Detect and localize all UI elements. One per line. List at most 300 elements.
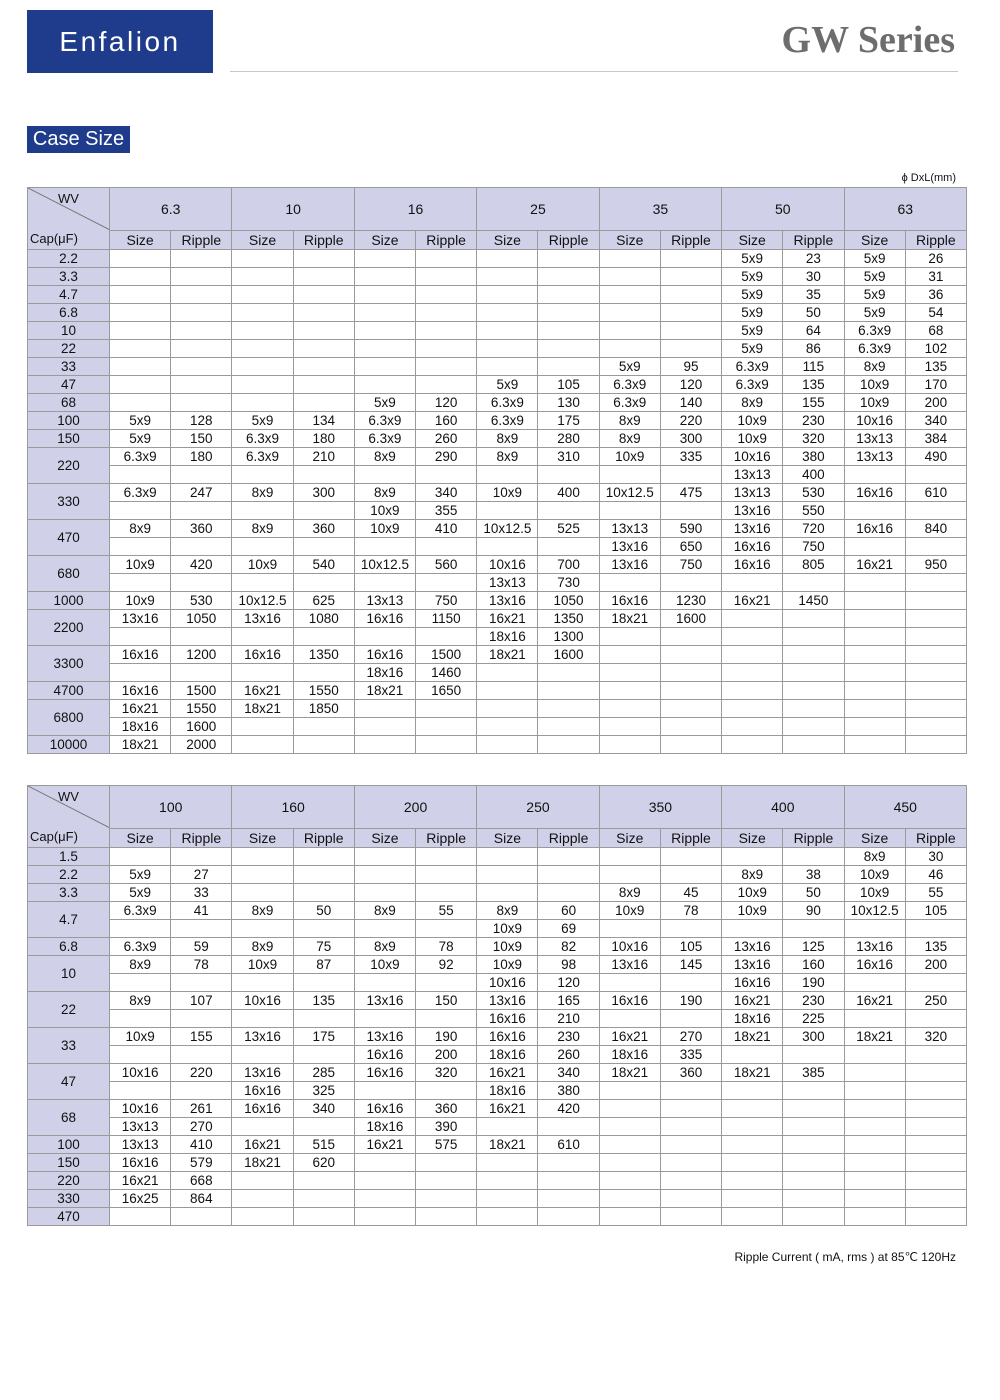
size-cell <box>232 1190 293 1208</box>
ripple-cell: 1600 <box>660 610 721 628</box>
size-cell <box>110 1082 171 1100</box>
size-cell: 13x16 <box>232 1028 293 1046</box>
ripple-cell: 128 <box>171 412 232 430</box>
size-cell: 10x16 <box>844 412 905 430</box>
ripple-cell <box>660 718 721 736</box>
table-row <box>28 956 967 974</box>
ripple-cell: 230 <box>783 992 844 1010</box>
size-cell: 5x9 <box>477 376 538 394</box>
ripple-cell <box>905 610 966 628</box>
size-cell: 13x16 <box>477 592 538 610</box>
size-cell <box>844 646 905 664</box>
table-row <box>28 974 967 992</box>
ripple-cell <box>538 502 599 520</box>
size-cell <box>844 466 905 484</box>
ripple-cell: 27 <box>171 866 232 884</box>
section-label: Case Size <box>27 126 130 153</box>
size-cell <box>477 664 538 682</box>
size-cell <box>599 1100 660 1118</box>
size-cell <box>599 466 660 484</box>
size-cell: 16x16 <box>354 1064 415 1082</box>
table-row <box>28 628 967 646</box>
size-cell: 16x21 <box>110 1172 171 1190</box>
ripple-cell <box>171 250 232 268</box>
size-cell: 13x16 <box>844 938 905 956</box>
ripple-cell <box>783 1136 844 1154</box>
size-cell: 16x21 <box>232 1136 293 1154</box>
ripple-cell: 320 <box>783 430 844 448</box>
ripple-cell: 300 <box>660 430 721 448</box>
size-cell <box>844 502 905 520</box>
ripple-cell <box>416 1082 477 1100</box>
ripple-cell <box>660 1190 721 1208</box>
size-header: Size <box>722 231 783 250</box>
ripple-cell: 105 <box>905 902 966 920</box>
capacitance-cell: 100 <box>28 412 110 430</box>
ripple-cell <box>416 736 477 754</box>
table-row <box>28 884 967 902</box>
size-cell: 13x16 <box>477 992 538 1010</box>
table-row <box>28 1190 967 1208</box>
ripple-cell: 190 <box>660 992 721 1010</box>
header-corner <box>28 786 110 848</box>
ripple-cell <box>905 920 966 938</box>
table-row <box>28 556 967 574</box>
ripple-cell <box>538 1208 599 1226</box>
ripple-cell <box>293 340 354 358</box>
ripple-cell: 78 <box>660 902 721 920</box>
table-row <box>28 736 967 754</box>
ripple-cell: 120 <box>416 394 477 412</box>
ripple-cell: 290 <box>416 448 477 466</box>
size-header: Size <box>232 231 293 250</box>
ripple-cell <box>660 574 721 592</box>
size-cell: 5x9 <box>599 358 660 376</box>
size-cell: 13x16 <box>354 1028 415 1046</box>
size-cell: 16x21 <box>722 592 783 610</box>
size-cell <box>844 592 905 610</box>
ripple-cell: 55 <box>905 884 966 902</box>
ripple-header: Ripple <box>905 231 966 250</box>
ripple-cell <box>905 1064 966 1082</box>
table-row <box>28 1046 967 1064</box>
size-cell <box>844 1064 905 1082</box>
size-cell: 5x9 <box>232 412 293 430</box>
size-cell: 10x12.5 <box>844 902 905 920</box>
size-cell <box>477 286 538 304</box>
size-cell <box>232 358 293 376</box>
size-cell: 13x16 <box>599 538 660 556</box>
size-cell <box>599 1082 660 1100</box>
ripple-cell: 69 <box>538 920 599 938</box>
size-cell <box>232 920 293 938</box>
table-row <box>28 322 967 340</box>
size-cell: 18x21 <box>599 610 660 628</box>
size-cell <box>232 1046 293 1064</box>
ripple-header: Ripple <box>660 829 721 848</box>
size-cell <box>722 736 783 754</box>
ripple-cell <box>660 646 721 664</box>
ripple-cell: 1450 <box>783 592 844 610</box>
capacitance-cell: 3300 <box>28 646 110 682</box>
size-cell <box>354 250 415 268</box>
ripple-cell: 610 <box>905 484 966 502</box>
ripple-cell: 54 <box>905 304 966 322</box>
ripple-cell: 270 <box>171 1118 232 1136</box>
ripple-cell: 134 <box>293 412 354 430</box>
ripple-cell: 400 <box>538 484 599 502</box>
size-cell <box>599 920 660 938</box>
size-cell: 16x21 <box>354 1136 415 1154</box>
size-cell <box>844 1136 905 1154</box>
voltage-header: 450 <box>844 786 966 829</box>
voltage-header: 10 <box>232 188 354 231</box>
ripple-cell: 280 <box>538 430 599 448</box>
ripple-header: Ripple <box>905 829 966 848</box>
size-cell: 13x13 <box>844 448 905 466</box>
ripple-cell <box>660 920 721 938</box>
size-cell <box>599 1154 660 1172</box>
ripple-cell: 130 <box>538 394 599 412</box>
ripple-cell <box>171 466 232 484</box>
size-cell <box>232 664 293 682</box>
size-cell <box>354 268 415 286</box>
size-cell <box>110 394 171 412</box>
ripple-cell: 410 <box>416 520 477 538</box>
size-header: Size <box>477 231 538 250</box>
case-size-table-low-voltage <box>27 187 967 754</box>
ripple-cell <box>660 502 721 520</box>
size-cell <box>110 920 171 938</box>
size-cell: 5x9 <box>110 866 171 884</box>
ripple-cell: 300 <box>293 484 354 502</box>
ripple-cell: 1230 <box>660 592 721 610</box>
size-cell: 10x16 <box>599 938 660 956</box>
size-cell: 5x9 <box>722 286 783 304</box>
size-cell <box>232 866 293 884</box>
size-cell: 16x21 <box>599 1028 660 1046</box>
size-cell: 10x9 <box>599 448 660 466</box>
ripple-cell <box>660 848 721 866</box>
ripple-cell: 420 <box>538 1100 599 1118</box>
ripple-cell <box>171 628 232 646</box>
ripple-cell: 260 <box>538 1046 599 1064</box>
size-cell: 8x9 <box>354 902 415 920</box>
ripple-cell <box>905 628 966 646</box>
ripple-cell: 420 <box>171 556 232 574</box>
company-logo <box>27 10 213 73</box>
size-cell <box>844 1154 905 1172</box>
size-cell <box>722 1136 783 1154</box>
ripple-cell <box>171 848 232 866</box>
ripple-cell: 1850 <box>293 700 354 718</box>
table-row <box>28 938 967 956</box>
ripple-cell <box>538 466 599 484</box>
size-cell <box>599 250 660 268</box>
ripple-cell <box>783 574 844 592</box>
size-cell: 16x16 <box>110 682 171 700</box>
size-cell: 10x9 <box>844 866 905 884</box>
ripple-cell: 50 <box>783 884 844 902</box>
size-cell <box>844 682 905 700</box>
size-cell <box>599 736 660 754</box>
table-row <box>28 304 967 322</box>
ripple-cell: 125 <box>783 938 844 956</box>
ripple-cell: 730 <box>538 574 599 592</box>
ripple-cell: 1650 <box>416 682 477 700</box>
ripple-header: Ripple <box>171 231 232 250</box>
ripple-cell: 68 <box>905 322 966 340</box>
ripple-cell: 515 <box>293 1136 354 1154</box>
wv-label: WV <box>58 789 79 804</box>
size-cell: 6.3x9 <box>232 448 293 466</box>
size-cell: 16x16 <box>110 646 171 664</box>
size-cell <box>599 1010 660 1028</box>
size-header: Size <box>599 829 660 848</box>
ripple-header: Ripple <box>538 829 599 848</box>
ripple-cell: 1350 <box>293 646 354 664</box>
ripple-cell: 750 <box>783 538 844 556</box>
size-cell: 6.3x9 <box>110 448 171 466</box>
size-cell: 8x9 <box>232 520 293 538</box>
size-cell: 10x9 <box>477 956 538 974</box>
ripple-cell: 135 <box>783 376 844 394</box>
ripple-cell <box>783 610 844 628</box>
capacitance-cell: 33 <box>28 358 110 376</box>
size-cell <box>599 1118 660 1136</box>
ripple-cell <box>416 268 477 286</box>
table-row <box>28 1010 967 1028</box>
size-cell <box>477 718 538 736</box>
capacitance-cell: 68 <box>28 394 110 412</box>
size-cell: 10x9 <box>110 592 171 610</box>
size-cell <box>110 466 171 484</box>
ripple-cell: 46 <box>905 866 966 884</box>
voltage-header-row <box>28 786 967 829</box>
capacitance-cell: 47 <box>28 1064 110 1100</box>
ripple-cell <box>538 664 599 682</box>
capacitance-cell: 2.2 <box>28 250 110 268</box>
size-cell <box>477 682 538 700</box>
ripple-current-note: Ripple Current ( mA, rms ) at 85℃ 120Hz <box>734 1250 956 1264</box>
capacitance-cell: 3.3 <box>28 268 110 286</box>
ripple-cell: 700 <box>538 556 599 574</box>
table-row <box>28 920 967 938</box>
ripple-cell <box>660 1154 721 1172</box>
ripple-cell <box>905 1082 966 1100</box>
ripple-cell: 1550 <box>171 700 232 718</box>
size-cell <box>232 322 293 340</box>
subheader-row <box>28 231 967 250</box>
table-row <box>28 1154 967 1172</box>
ripple-cell <box>171 394 232 412</box>
ripple-cell: 1300 <box>538 628 599 646</box>
size-cell: 18x16 <box>599 1046 660 1064</box>
ripple-cell <box>905 1046 966 1064</box>
ripple-cell <box>538 358 599 376</box>
ripple-cell: 1050 <box>171 610 232 628</box>
size-cell: 6.3x9 <box>844 340 905 358</box>
size-cell <box>232 974 293 992</box>
size-cell <box>722 920 783 938</box>
ripple-cell <box>905 1118 966 1136</box>
ripple-cell <box>293 664 354 682</box>
size-cell: 5x9 <box>110 430 171 448</box>
voltage-header: 63 <box>844 188 966 231</box>
table-row <box>28 1082 967 1100</box>
ripple-cell <box>783 1190 844 1208</box>
size-cell <box>354 920 415 938</box>
size-cell <box>844 1046 905 1064</box>
ripple-cell: 610 <box>538 1136 599 1154</box>
size-cell <box>354 884 415 902</box>
ripple-cell <box>660 286 721 304</box>
size-cell <box>477 1190 538 1208</box>
size-cell: 16x16 <box>722 556 783 574</box>
size-cell <box>477 1172 538 1190</box>
table-row <box>28 1100 967 1118</box>
ripple-cell <box>293 884 354 902</box>
ripple-cell <box>538 1172 599 1190</box>
size-cell: 10x16 <box>110 1064 171 1082</box>
size-cell: 10x16 <box>477 974 538 992</box>
size-header: Size <box>354 829 415 848</box>
size-cell <box>844 920 905 938</box>
size-cell: 10x9 <box>110 1028 171 1046</box>
table-row <box>28 664 967 682</box>
ripple-cell <box>660 700 721 718</box>
size-cell <box>844 974 905 992</box>
ripple-cell <box>293 502 354 520</box>
size-cell: 16x16 <box>354 610 415 628</box>
table-row <box>28 502 967 520</box>
size-header: Size <box>844 829 905 848</box>
ripple-cell: 155 <box>171 1028 232 1046</box>
ripple-cell <box>660 268 721 286</box>
cap-label: Cap(μF) <box>30 231 78 246</box>
size-cell <box>354 974 415 992</box>
size-cell: 18x21 <box>110 736 171 754</box>
ripple-cell: 530 <box>171 592 232 610</box>
size-cell: 6.3x9 <box>110 938 171 956</box>
size-cell <box>844 628 905 646</box>
table-row <box>28 1172 967 1190</box>
ripple-cell: 155 <box>783 394 844 412</box>
table-row <box>28 592 967 610</box>
size-cell: 10x9 <box>722 430 783 448</box>
ripple-cell <box>783 664 844 682</box>
table-row <box>28 902 967 920</box>
size-cell <box>354 538 415 556</box>
size-cell <box>722 574 783 592</box>
ripple-header: Ripple <box>416 231 477 250</box>
ripple-cell: 285 <box>293 1064 354 1082</box>
ripple-cell <box>783 718 844 736</box>
size-cell <box>232 1118 293 1136</box>
ripple-cell: 1050 <box>538 592 599 610</box>
size-cell: 13x16 <box>110 610 171 628</box>
ripple-cell: 230 <box>538 1028 599 1046</box>
ripple-cell <box>293 268 354 286</box>
ripple-cell: 650 <box>660 538 721 556</box>
size-cell <box>599 866 660 884</box>
capacitance-cell: 4.7 <box>28 286 110 304</box>
ripple-cell: 50 <box>783 304 844 322</box>
size-cell: 18x21 <box>722 1064 783 1082</box>
size-cell: 10x9 <box>844 884 905 902</box>
size-cell: 10x9 <box>354 520 415 538</box>
ripple-cell <box>783 848 844 866</box>
ripple-cell <box>416 340 477 358</box>
size-cell: 6.3x9 <box>599 394 660 412</box>
size-cell <box>844 538 905 556</box>
size-cell <box>477 866 538 884</box>
capacitance-cell: 10 <box>28 322 110 340</box>
ripple-cell <box>783 1046 844 1064</box>
ripple-cell <box>293 848 354 866</box>
size-cell <box>844 1208 905 1226</box>
size-cell: 13x16 <box>722 520 783 538</box>
size-cell: 18x21 <box>232 1154 293 1172</box>
size-cell <box>232 304 293 322</box>
ripple-cell <box>538 1118 599 1136</box>
ripple-cell: 64 <box>783 322 844 340</box>
size-cell <box>722 646 783 664</box>
size-cell <box>232 268 293 286</box>
ripple-cell <box>171 1208 232 1226</box>
ripple-cell: 31 <box>905 268 966 286</box>
table-row <box>28 574 967 592</box>
size-cell: 16x25 <box>110 1190 171 1208</box>
size-cell <box>477 848 538 866</box>
size-cell: 16x16 <box>354 1100 415 1118</box>
table-row <box>28 358 967 376</box>
ripple-header: Ripple <box>660 231 721 250</box>
size-cell: 13x13 <box>722 466 783 484</box>
size-cell: 16x21 <box>232 682 293 700</box>
voltage-header: 6.3 <box>110 188 232 231</box>
size-cell <box>722 1046 783 1064</box>
capacitance-cell: 330 <box>28 1190 110 1208</box>
ripple-cell <box>905 1190 966 1208</box>
size-cell: 10x16 <box>722 448 783 466</box>
ripple-cell <box>660 304 721 322</box>
size-cell <box>599 974 660 992</box>
ripple-cell <box>783 1172 844 1190</box>
ripple-cell: 210 <box>293 448 354 466</box>
size-cell <box>599 1136 660 1154</box>
voltage-header: 350 <box>599 786 721 829</box>
ripple-cell: 200 <box>905 394 966 412</box>
size-cell <box>232 394 293 412</box>
size-cell: 10x12.5 <box>599 484 660 502</box>
ripple-cell: 92 <box>416 956 477 974</box>
size-cell: 5x9 <box>110 412 171 430</box>
size-cell <box>722 1154 783 1172</box>
table-row <box>28 520 967 538</box>
table-row <box>28 1064 967 1082</box>
size-cell <box>599 682 660 700</box>
size-cell <box>232 718 293 736</box>
ripple-cell <box>171 664 232 682</box>
ripple-cell: 45 <box>660 884 721 902</box>
size-cell <box>110 848 171 866</box>
size-cell: 18x16 <box>722 1010 783 1028</box>
ripple-cell: 360 <box>171 520 232 538</box>
voltage-header: 25 <box>477 188 599 231</box>
size-cell: 16x16 <box>477 1028 538 1046</box>
ripple-cell: 560 <box>416 556 477 574</box>
